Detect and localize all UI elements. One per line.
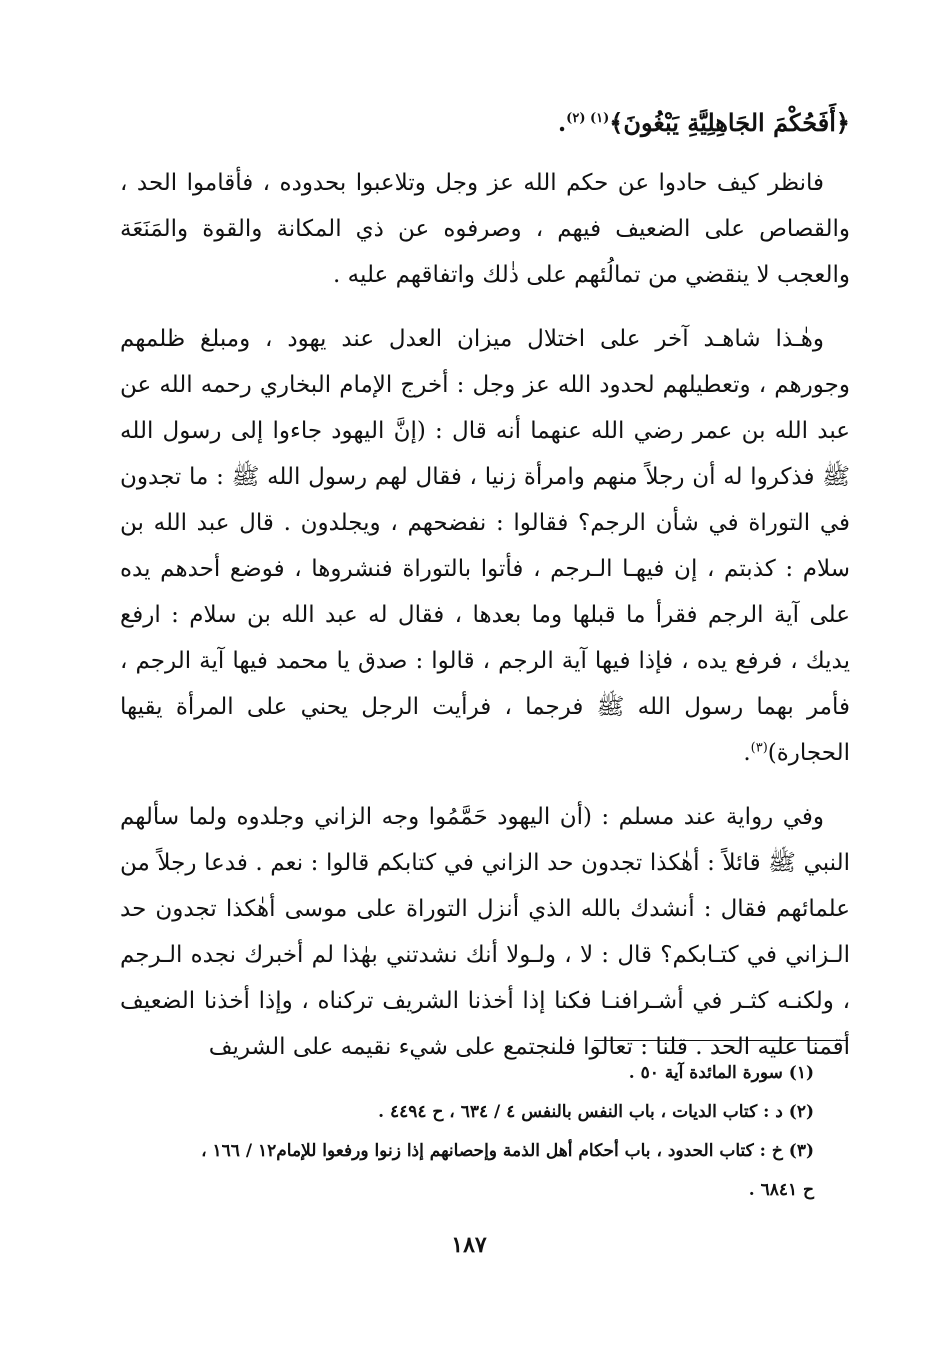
main-text [120, 100, 850, 1088]
paragraph-2-footnote-ref: (٣) [750, 740, 768, 756]
paragraph-2-end-mark: . [743, 740, 751, 766]
footnote-3-continuation: ح ٦٨٤١ . [748, 1180, 814, 1200]
page-number: ١٨٧ [451, 1232, 487, 1258]
footnote-2: (٢) د : كتاب الديات ، باب النفس بالنفس ٤ / ٦٣٤ ، ح ٤٤٩٤ . [378, 1102, 814, 1122]
footnote-1: (١) سورة المائدة آية ٥٠ . [628, 1063, 814, 1083]
paragraph-1: فانظر كيف حادوا عن حكم الله عز وجل وتلاعبوا بحدوده ، فأقاموا الحد ، والقصاص على الضعيف فيهم ، وصرفوه عن ذي المكانة والقوة والمَنَعَة والعجب لا ينقضي من تمالُئهم على ذٰلك واتفاقهم عليه . [120, 170, 850, 288]
verse-footnote-refs: (١) (٢) [566, 111, 610, 126]
verse-end-mark: . [557, 108, 567, 137]
paragraph-2-text: وهٰـذا شاهـد آخر على اختلال ميزان العدل عند يهود ، ومبلغ ظلمهم وجورهم ، وتعطيلهم لحدود الله عز وجل : أخرج الإمام البخاري رحمه الله عن عبد الله بن عمر رضي الله عنهما أنه قال : (إنَّ اليهود جاءوا إلى رسول الله ﷺ فذكروا له أن رجلاً منهم وامرأة زنيا ، فقال لهم رسول الله ﷺ : ما تجدون في التوراة في شأن الرجم؟ فقالوا : نفضحهم ، ويجلدون . قال عبد الله بن سلام : كذبتم ، إن فيهـا الـرجم ، فأتوا بالتوراة فنشروها ، فوضع أحدهم يده على آية الرجم فقرأ ما قبلها وما بعدها ، فقال له عبد الله بن سلام : ارفع يديك ، فرفع يده ، فإذا فيها آية الرجم ، قالوا : صدق يا محمد فيها آية الرجم ، فأمر بهما رسول الله ﷺ فرجما ، فرأيت الرجل يحني على المرأة يقيها الحجارة) [120, 326, 850, 766]
footnotes [120, 1054, 850, 1210]
verse-text: ﴿أَفَحُكْمَ الجَاهِلِيَّةِ يَبْغُونَ﴾ [609, 108, 850, 137]
quran-verse [120, 100, 850, 146]
footnote-3: (٣) خ : كتاب الحدود ، باب أحكام أهل الذمة وإحصانهم إذا زنوا ورفعوا للإمام١٢ / ١٦٦ ، [201, 1141, 814, 1161]
paragraph-2 [120, 316, 850, 776]
paragraph-3: وفي رواية عند مسلم : (أن اليهود حَمَّمُوا وجه الزاني وجلدوه ولما سألهم النبي ﷺ قائلاً : أهٰكذا تجدون حد الزاني في كتابكم قالوا : نعم . فدعا رجلاً من علمائهم فقال : أنشدك بالله الذي أنزل التوراة على موسى أهٰكذا تجدون حد الـزاني في كتـابكم؟ قال : لا ، ولـولا أنك نشدتني بهٰذا لم أخبرك نجده الـرجم ، ولكنـه كثـر في أشـرافنـا فكنا إذا أخذنا الشريف تركناه ، وإذا أخذنا الضعيف أقمنا عليه الحد . قلنا : تعالوا فلنجتمع على شيء نقيمه على الشريف [120, 804, 850, 1060]
footnote-separator [594, 1040, 848, 1041]
